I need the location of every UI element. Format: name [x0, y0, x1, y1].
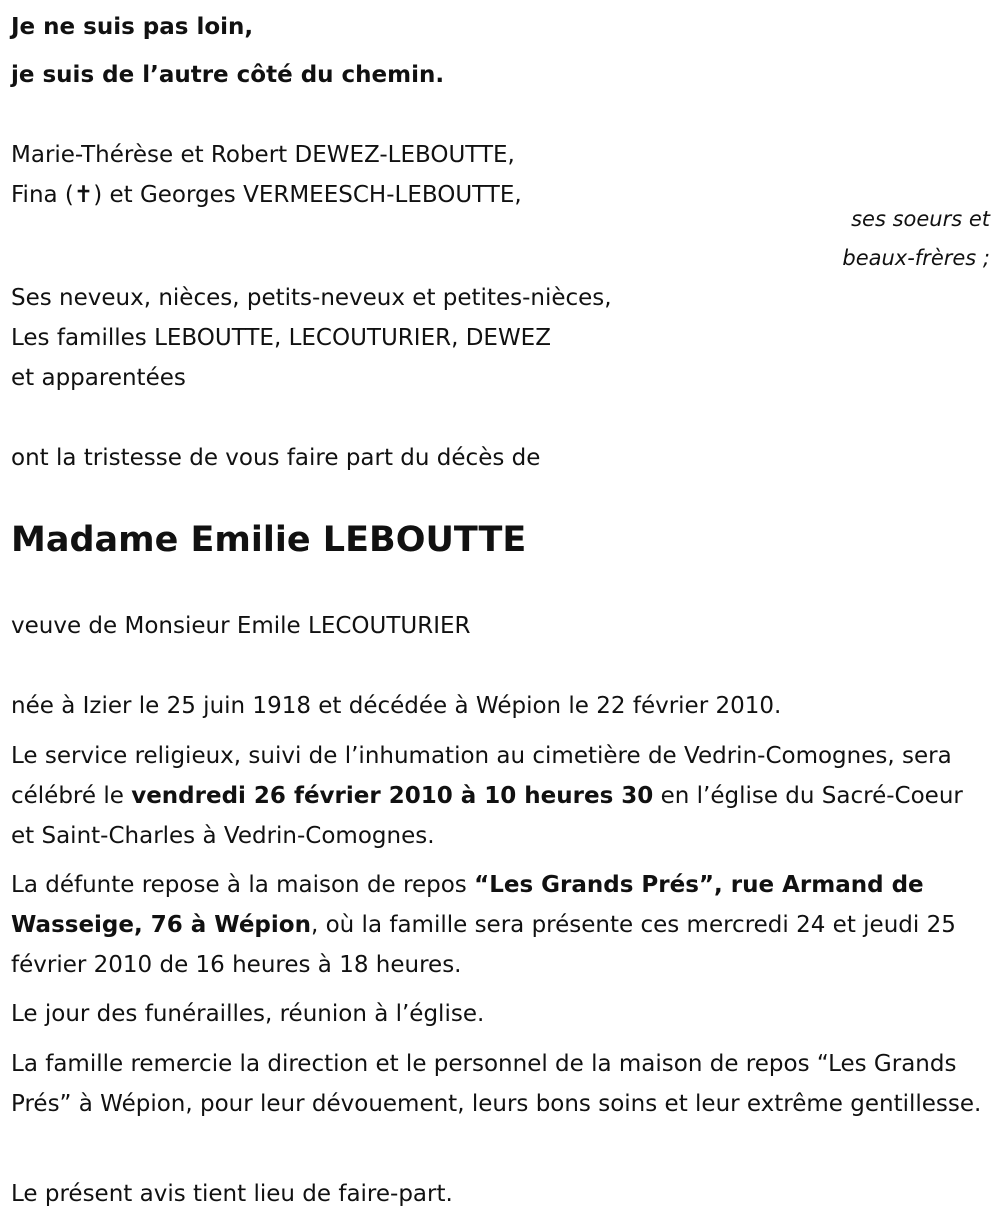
sisters-line-2 [11, 180, 522, 210]
repose-paragraph [11, 865, 986, 985]
repose-before: La défunte repose à la maison de repos [11, 872, 475, 898]
service-paragraph [11, 736, 986, 856]
announcement: ont la tristesse de vous faire part du décès de [11, 445, 541, 471]
meeting: Le jour des funérailles, réunion à l’église. [11, 1001, 485, 1027]
family-line-3: et apparentées [11, 365, 186, 391]
deceased-name: Madame Emilie LEBOUTTE [11, 520, 527, 560]
service-date: vendredi 26 février 2010 à 10 heures 30 [131, 783, 654, 809]
family-line-2: Les familles LEBOUTTE, LECOUTURIER, DEWEZ [11, 325, 551, 351]
closing: Le présent avis tient lieu de faire-part. [11, 1181, 453, 1207]
thanks-paragraph: La famille remercie la direction et le personnel de la maison de repos “Les Grands Prés” à Wépion, pour leur dévouement, leurs bons soins et leur extrême gentillesse. [11, 1051, 982, 1117]
birth-death: née à Izier le 25 juin 1918 et décédée à Wépion le 22 février 2010. [11, 693, 782, 719]
repose-after: , où la famille sera présente ces mercredi 24 et jeudi 25 février 2010 de 16 heures à 18 heures. [11, 912, 956, 978]
widow-of: veuve de Monsieur Emile LECOUTURIER [11, 613, 471, 639]
service-before: Le service religieux, suivi de l’inhumation au cimetière de Vedrin-Comognes, sera célébré le [11, 743, 952, 809]
family-line-1: Ses neveux, nièces, petits-neveux et petites-nièces, [11, 285, 612, 311]
relation-line-2: beaux-frères ; [842, 246, 990, 270]
quote-line-2: je suis de l’autre côté du chemin. [11, 62, 445, 88]
sisters-line-2-after: ) et Georges VERMEESCH-LEBOUTTE, [93, 182, 522, 208]
service-after: en l’église du Sacré-Coeur et Saint-Charles à Vedrin-Comognes. [11, 783, 963, 849]
relation-line-1: ses soeurs et [851, 207, 990, 231]
sisters-line-2-before: Fina ( [11, 182, 74, 208]
repose-address: “Les Grands Prés”, rue Armand de Wasseige, 76 à Wépion [11, 872, 924, 938]
quote-line-1: Je ne suis pas loin, [11, 14, 254, 40]
cross-icon: ✝ [73, 182, 94, 208]
sisters-line-1: Marie-Thérèse et Robert DEWEZ-LEBOUTTE, [11, 142, 515, 168]
